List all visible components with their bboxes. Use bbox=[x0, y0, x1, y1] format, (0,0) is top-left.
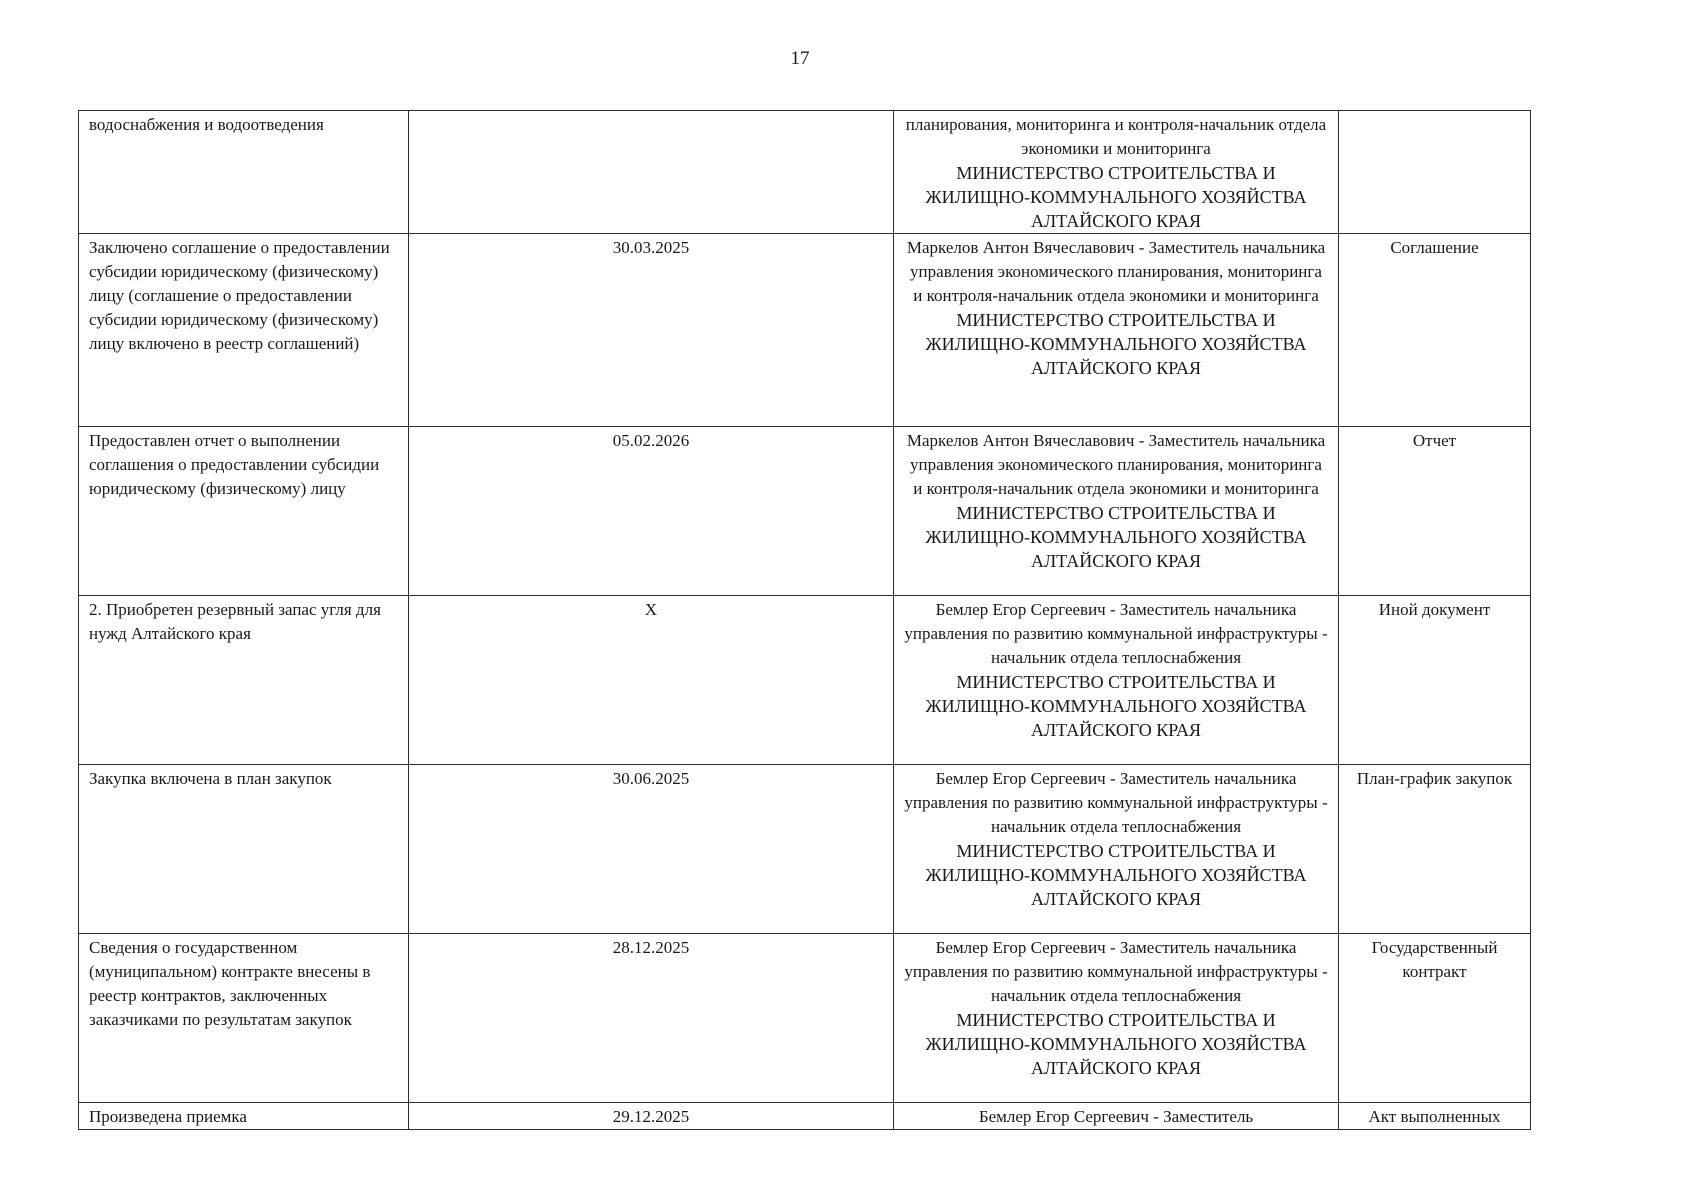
document-type-cell: Государственный контракт bbox=[1339, 934, 1531, 1103]
responsible-cell bbox=[894, 427, 1339, 596]
date-cell: 05.02.2026 bbox=[409, 427, 894, 596]
responsible-person: планирования, мониторинга и контроля-начальник отдела экономики и мониторинга bbox=[905, 115, 1327, 158]
ministry-name: МИНИСТЕРСТВО СТРОИТЕЛЬСТВА И ЖИЛИЩНО-КОММУНАЛЬНОГО ХОЗЯЙСТВА АЛТАЙСКОГО КРАЯ bbox=[925, 163, 1307, 231]
responsible-cell bbox=[894, 1103, 1339, 1130]
table-row bbox=[79, 765, 1531, 934]
document-type-cell: План-график закупок bbox=[1339, 765, 1531, 934]
responsible-cell bbox=[894, 234, 1339, 427]
table-row bbox=[79, 427, 1531, 596]
ministry-name: МИНИСТЕРСТВО СТРОИТЕЛЬСТВА И ЖИЛИЩНО-КОММУНАЛЬНОГО ХОЗЯЙСТВА АЛТАЙСКОГО КРАЯ bbox=[925, 310, 1307, 378]
date-cell: 28.12.2025 bbox=[409, 934, 894, 1103]
document-type-cell: Отчет bbox=[1339, 427, 1531, 596]
ministry-name: МИНИСТЕРСТВО СТРОИТЕЛЬСТВА И ЖИЛИЩНО-КОММУНАЛЬНОГО ХОЗЯЙСТВА АЛТАЙСКОГО КРАЯ bbox=[925, 1010, 1307, 1078]
responsible-person: Бемлер Егор Сергеевич - Заместитель начальника управления по развитию коммунальной инфраструктуры - начальник отдела теплоснабжения bbox=[904, 938, 1328, 1005]
event-cell: Произведена приемка bbox=[79, 1103, 409, 1130]
event-cell: 2. Приобретен резервный запас угля для нужд Алтайского края bbox=[79, 596, 409, 765]
control-points-table bbox=[78, 110, 1531, 1130]
page-number: 17 bbox=[790, 48, 810, 69]
document-type-cell: Иной документ bbox=[1339, 596, 1531, 765]
event-cell: Заключено соглашение о предоставлении субсидии юридическому (физическому) лицу (соглашение о предоставлении субсидии юридическому (физическому) лицу включено в реестр соглашений) bbox=[79, 234, 409, 427]
date-cell: Х bbox=[409, 596, 894, 765]
date-cell: 29.12.2025 bbox=[409, 1103, 894, 1130]
responsible-person: Бемлер Егор Сергеевич - Заместитель bbox=[978, 1107, 1254, 1126]
document-type-cell bbox=[1339, 111, 1531, 234]
responsible-person: Бемлер Егор Сергеевич - Заместитель начальника управления по развитию коммунальной инфраструктуры - начальник отдела теплоснабжения bbox=[904, 600, 1328, 667]
responsible-person: Маркелов Антон Вячеславович - Заместитель начальника управления экономического планирования, мониторинга и контроля-начальник отдела экономики и мониторинга bbox=[906, 238, 1326, 305]
event-cell: Сведения о государственном (муниципальном) контракте внесены в реестр контрактов, заключенных заказчиками по результатам закупок bbox=[79, 934, 409, 1103]
table-row bbox=[79, 234, 1531, 427]
table-row bbox=[79, 934, 1531, 1103]
event-cell: водоснабжения и водоотведения bbox=[79, 111, 409, 234]
date-cell bbox=[409, 111, 894, 234]
responsible-cell bbox=[894, 765, 1339, 934]
responsible-cell bbox=[894, 934, 1339, 1103]
table-row bbox=[79, 111, 1531, 234]
responsible-person: Бемлер Егор Сергеевич - Заместитель начальника управления по развитию коммунальной инфраструктуры - начальник отдела теплоснабжения bbox=[904, 769, 1328, 836]
ministry-name: МИНИСТЕРСТВО СТРОИТЕЛЬСТВА И ЖИЛИЩНО-КОММУНАЛЬНОГО ХОЗЯЙСТВА АЛТАЙСКОГО КРАЯ bbox=[925, 672, 1307, 740]
date-cell: 30.06.2025 bbox=[409, 765, 894, 934]
table-row bbox=[79, 596, 1531, 765]
document-type-cell: Соглашение bbox=[1339, 234, 1531, 427]
document-type-cell: Акт выполненных bbox=[1339, 1103, 1531, 1130]
event-cell: Закупка включена в план закупок bbox=[79, 765, 409, 934]
responsible-person: Маркелов Антон Вячеславович - Заместитель начальника управления экономического планирования, мониторинга и контроля-начальник отдела экономики и мониторинга bbox=[906, 431, 1326, 498]
ministry-name: МИНИСТЕРСТВО СТРОИТЕЛЬСТВА И ЖИЛИЩНО-КОММУНАЛЬНОГО ХОЗЯЙСТВА АЛТАЙСКОГО КРАЯ bbox=[925, 503, 1307, 571]
ministry-name: МИНИСТЕРСТВО СТРОИТЕЛЬСТВА И ЖИЛИЩНО-КОММУНАЛЬНОГО ХОЗЯЙСТВА АЛТАЙСКОГО КРАЯ bbox=[925, 841, 1307, 909]
responsible-cell bbox=[894, 596, 1339, 765]
date-cell: 30.03.2025 bbox=[409, 234, 894, 427]
responsible-cell bbox=[894, 111, 1339, 234]
event-cell: Предоставлен отчет о выполнении соглашения о предоставлении субсидии юридическому (физическому) лицу bbox=[79, 427, 409, 596]
table-row bbox=[79, 1103, 1531, 1130]
